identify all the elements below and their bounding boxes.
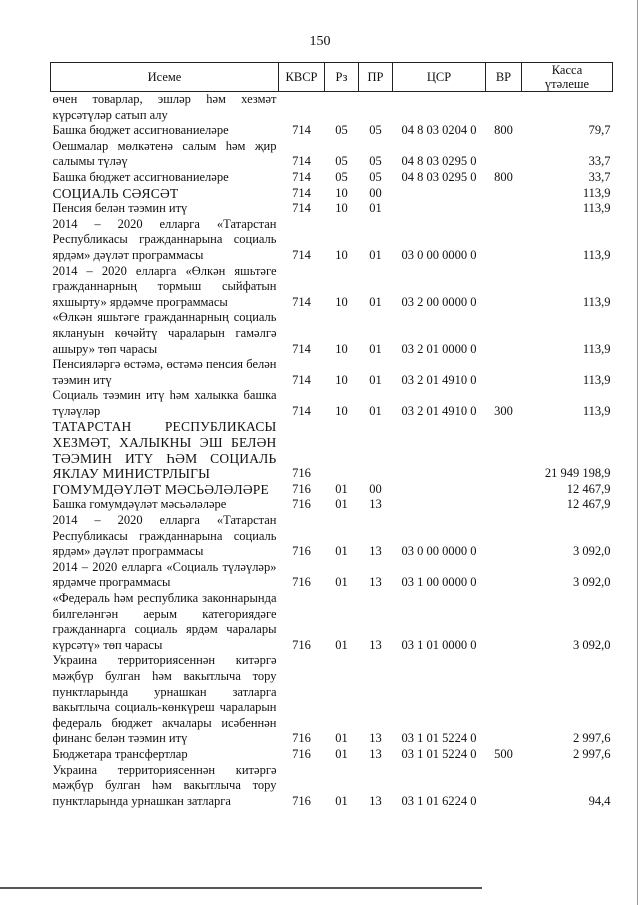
row-vr: 500 — [494, 746, 513, 761]
table-row — [51, 310, 613, 357]
row-kvsr: 714 — [292, 201, 311, 216]
row-name: ТАТАРСТАН РЕСПУБЛИКАСЫ ХЕЗМӘТ, ХАЛЫКНЫ ЭШ БЕЛӘН ТӘЭМИН ИТҮ ҺӘМ СОЦИАЛЬ ЯКЛАУ МИНИСТРЛЫГЫ — [52, 419, 277, 482]
row-name: Пенсияләргә өстәмә, өстәмә пенсия белән тәэмин итү — [52, 357, 277, 387]
row-name: СОЦИАЛЬ СӘЯСӘТ — [52, 185, 179, 201]
row-name: Пенсия белән тәэмин итү — [52, 201, 188, 216]
table-row — [51, 653, 613, 747]
table-row — [51, 186, 613, 202]
row-amount: 113,9 — [582, 185, 611, 200]
row-rz: 10 — [335, 294, 348, 309]
row-vr — [486, 357, 522, 388]
row-name: Башка бюджет ассигнованиеләре — [52, 123, 229, 138]
row-rz: 01 — [335, 575, 348, 590]
row-amount: 3 092,0 — [573, 575, 611, 590]
table-row — [51, 419, 613, 481]
row-vr: 800 — [494, 123, 513, 138]
row-csr — [393, 186, 486, 202]
row-name: Украина территориясеннән китәргә мәҗбүр булган һәм вакытлыча тору пунктларында урнашкан затларга вакытлыча социаль-көнкүреш чараларын федераль бюджет акчалары исәбеннән финанс белән тәэмин итү — [52, 653, 277, 746]
row-pr: 01 — [369, 247, 382, 262]
row-amount: 12 467,9 — [566, 481, 611, 496]
table-row — [51, 139, 613, 170]
row-amount: 12 467,9 — [566, 497, 611, 512]
row-name: Бюджетара трансфертлар — [52, 746, 188, 761]
row-kvsr: 716 — [292, 544, 311, 559]
row-csr: 03 2 01 0000 0 — [401, 341, 477, 356]
row-csr: 04 8 03 0204 0 — [401, 123, 477, 138]
row-kvsr: 714 — [292, 372, 311, 387]
row-csr — [393, 482, 486, 498]
row-pr: 00 — [369, 481, 382, 496]
row-csr: 03 2 01 4910 0 — [401, 403, 477, 418]
header-rz: Рз — [325, 63, 359, 92]
row-csr: 04 8 03 0295 0 — [401, 154, 477, 169]
budget-table — [50, 62, 613, 809]
table-row — [51, 170, 613, 186]
row-rz: 01 — [335, 637, 348, 652]
row-csr: 03 1 01 5224 0 — [401, 746, 477, 761]
row-amount: 79,7 — [588, 123, 611, 138]
row-name: өчен товарлар, эшләр һәм хезмәт күрсәтүләр сатып алу — [52, 92, 277, 122]
row-pr: 00 — [369, 185, 382, 200]
row-vr — [486, 763, 522, 810]
header-cash-line1: Касса — [551, 63, 583, 77]
row-kvsr: 716 — [292, 793, 311, 808]
table-row — [51, 513, 613, 560]
table-row — [51, 497, 613, 513]
row-vr — [486, 264, 522, 311]
row-amount: 94,4 — [588, 793, 611, 808]
row-amount: 113,9 — [582, 294, 611, 309]
row-amount: 33,7 — [588, 169, 611, 184]
table-row — [51, 357, 613, 388]
row-kvsr: 716 — [292, 497, 311, 512]
row-pr: 13 — [369, 793, 382, 808]
row-rz: 10 — [335, 185, 348, 200]
row-amount: 2 997,6 — [573, 731, 611, 746]
row-kvsr: 714 — [292, 123, 311, 138]
row-vr — [486, 139, 522, 170]
row-rz: 10 — [335, 341, 348, 356]
row-kvsr: 714 — [292, 169, 311, 184]
row-name: Башка гомумдәүләт мәсьәләләре — [52, 497, 227, 512]
header-csr: ЦСР — [393, 63, 486, 92]
row-kvsr: 716 — [292, 466, 311, 481]
row-pr: 13 — [369, 731, 382, 746]
row-amount: 113,9 — [582, 403, 611, 418]
row-csr — [393, 497, 486, 513]
row-rz: 10 — [335, 247, 348, 262]
row-kvsr: 714 — [292, 247, 311, 262]
table-row — [51, 123, 613, 139]
row-csr: 03 1 01 6224 0 — [401, 793, 477, 808]
row-amount: 113,9 — [582, 341, 611, 356]
row-kvsr: 716 — [292, 731, 311, 746]
row-vr — [486, 482, 522, 498]
row-csr — [393, 419, 486, 481]
header-cash-execution — [522, 63, 613, 92]
row-kvsr: 716 — [292, 637, 311, 652]
row-pr: 05 — [369, 169, 382, 184]
row-csr — [393, 201, 486, 217]
table-row — [51, 560, 613, 591]
row-csr: 03 0 00 0000 0 — [401, 247, 477, 262]
row-vr — [486, 419, 522, 481]
table-row — [51, 482, 613, 498]
row-pr: 05 — [369, 154, 382, 169]
row-pr: 05 — [369, 123, 382, 138]
row-vr — [486, 310, 522, 357]
row-pr: 01 — [369, 294, 382, 309]
row-name: Башка бюджет ассигнованиеләре — [52, 169, 229, 184]
row-csr: 03 2 00 0000 0 — [401, 294, 477, 309]
table-row — [51, 591, 613, 653]
row-amount: 113,9 — [582, 201, 611, 216]
row-kvsr: 714 — [292, 185, 311, 200]
row-kvsr: 716 — [292, 481, 311, 496]
row-kvsr: 714 — [292, 341, 311, 356]
row-name: 2014 – 2020 елларга «Өлкән яшьтәге гражданнарның тормыш сыйфатын яхшырту» ярдәмче программасы — [52, 263, 277, 309]
row-name: «Өлкән яшьтәге гражданнарның социаль яклануын көчәйтү чараларын гамәлгә ашыру» төп чарасы — [52, 310, 277, 356]
row-pr: 13 — [369, 497, 382, 512]
row-amount: 3 092,0 — [573, 544, 611, 559]
row-rz: 01 — [335, 746, 348, 761]
row-csr: 03 2 01 4910 0 — [401, 372, 477, 387]
row-kvsr: 714 — [292, 403, 311, 418]
row-csr: 03 1 01 0000 0 — [401, 637, 477, 652]
row-rz: 10 — [335, 403, 348, 418]
row-pr: 13 — [369, 544, 382, 559]
row-name: ГОМУМДӘҮЛӘТ МӘСЬӘЛӘЛӘРЕ — [52, 481, 269, 497]
table-row — [51, 264, 613, 311]
row-vr — [486, 497, 522, 513]
header-vr: ВР — [486, 63, 522, 92]
row-csr — [393, 92, 486, 124]
row-vr — [486, 560, 522, 591]
page-edge — [637, 0, 638, 905]
row-rz: 01 — [335, 481, 348, 496]
row-pr: 01 — [369, 341, 382, 356]
row-csr: 03 0 00 0000 0 — [401, 544, 477, 559]
row-pr: 01 — [369, 403, 382, 418]
row-pr: 01 — [369, 201, 382, 216]
row-amount — [522, 92, 613, 124]
row-amount: 33,7 — [588, 154, 611, 169]
row-vr — [486, 591, 522, 653]
row-pr: 01 — [369, 372, 382, 387]
row-rz: 05 — [335, 123, 348, 138]
row-rz: 05 — [335, 154, 348, 169]
row-kvsr: 716 — [292, 746, 311, 761]
row-vr — [486, 217, 522, 264]
table-row — [51, 763, 613, 810]
header-pr: ПР — [359, 63, 393, 92]
row-amount: 3 092,0 — [573, 637, 611, 652]
row-vr — [486, 186, 522, 202]
row-vr — [486, 92, 522, 124]
row-name: 2014 – 2020 елларга «Татарстан Республикасы гражданнарына социаль ярдәм» дәүләт программасы — [52, 216, 277, 262]
row-amount: 113,9 — [582, 372, 611, 387]
row-vr — [486, 513, 522, 560]
row-amount: 113,9 — [582, 247, 611, 262]
bottom-rule — [0, 887, 482, 889]
row-vr — [486, 201, 522, 217]
row-amount: 2 997,6 — [573, 746, 611, 761]
table-row — [51, 217, 613, 264]
row-amount: 21 949 198,9 — [544, 466, 611, 481]
row-name: 2014 – 2020 елларга «Татарстан Республикасы гражданнарына социаль ярдәм» дәүләт программасы — [52, 513, 277, 559]
row-pr — [359, 92, 393, 124]
row-rz — [325, 419, 359, 481]
row-rz: 10 — [335, 372, 348, 387]
row-pr: 13 — [369, 637, 382, 652]
table-row — [51, 92, 613, 124]
header-cash-line2: үтәлеше — [544, 77, 590, 91]
row-name: Социаль тәэмин итү һәм халыкка башка түләүләр — [52, 388, 277, 418]
table-row — [51, 388, 613, 419]
table-row — [51, 201, 613, 217]
row-name: Украина территориясеннән китәргә мәҗбүр булган һәм вакытлыча тору пунктларында урнашкан затларга — [52, 762, 277, 808]
table-header-row — [51, 63, 613, 92]
row-csr: 03 1 00 0000 0 — [401, 575, 477, 590]
row-name: Оешмалар мөлкәтенә салым һәм җир салымы түләү — [52, 138, 277, 169]
row-name: 2014 – 2020 елларга «Социаль түләүләр» ярдәмче программасы — [52, 559, 277, 590]
row-vr — [486, 653, 522, 747]
row-rz: 01 — [335, 731, 348, 746]
row-name: «Федераль һәм республика законнарында билгеләнгән аерым категориядәге гражданнарга социаль ярдәм чаралары күрсәтү» төп чарасы — [52, 591, 277, 652]
row-rz: 10 — [335, 201, 348, 216]
row-vr: 300 — [494, 403, 513, 418]
table-row — [51, 747, 613, 763]
row-csr: 03 1 01 5224 0 — [401, 731, 477, 746]
row-pr: 13 — [369, 746, 382, 761]
row-rz: 05 — [335, 169, 348, 184]
row-rz: 01 — [335, 544, 348, 559]
row-csr: 04 8 03 0295 0 — [401, 169, 477, 184]
header-kvsr: КВСР — [279, 63, 325, 92]
row-rz: 01 — [335, 793, 348, 808]
row-kvsr: 716 — [292, 575, 311, 590]
row-pr: 13 — [369, 575, 382, 590]
row-kvsr — [279, 92, 325, 124]
row-kvsr: 714 — [292, 154, 311, 169]
row-rz — [325, 92, 359, 124]
row-kvsr: 714 — [292, 294, 311, 309]
row-vr: 800 — [494, 169, 513, 184]
header-name: Исеме — [51, 63, 279, 92]
row-pr — [359, 419, 393, 481]
row-rz: 01 — [335, 497, 348, 512]
page-number: 150 — [309, 34, 331, 49]
